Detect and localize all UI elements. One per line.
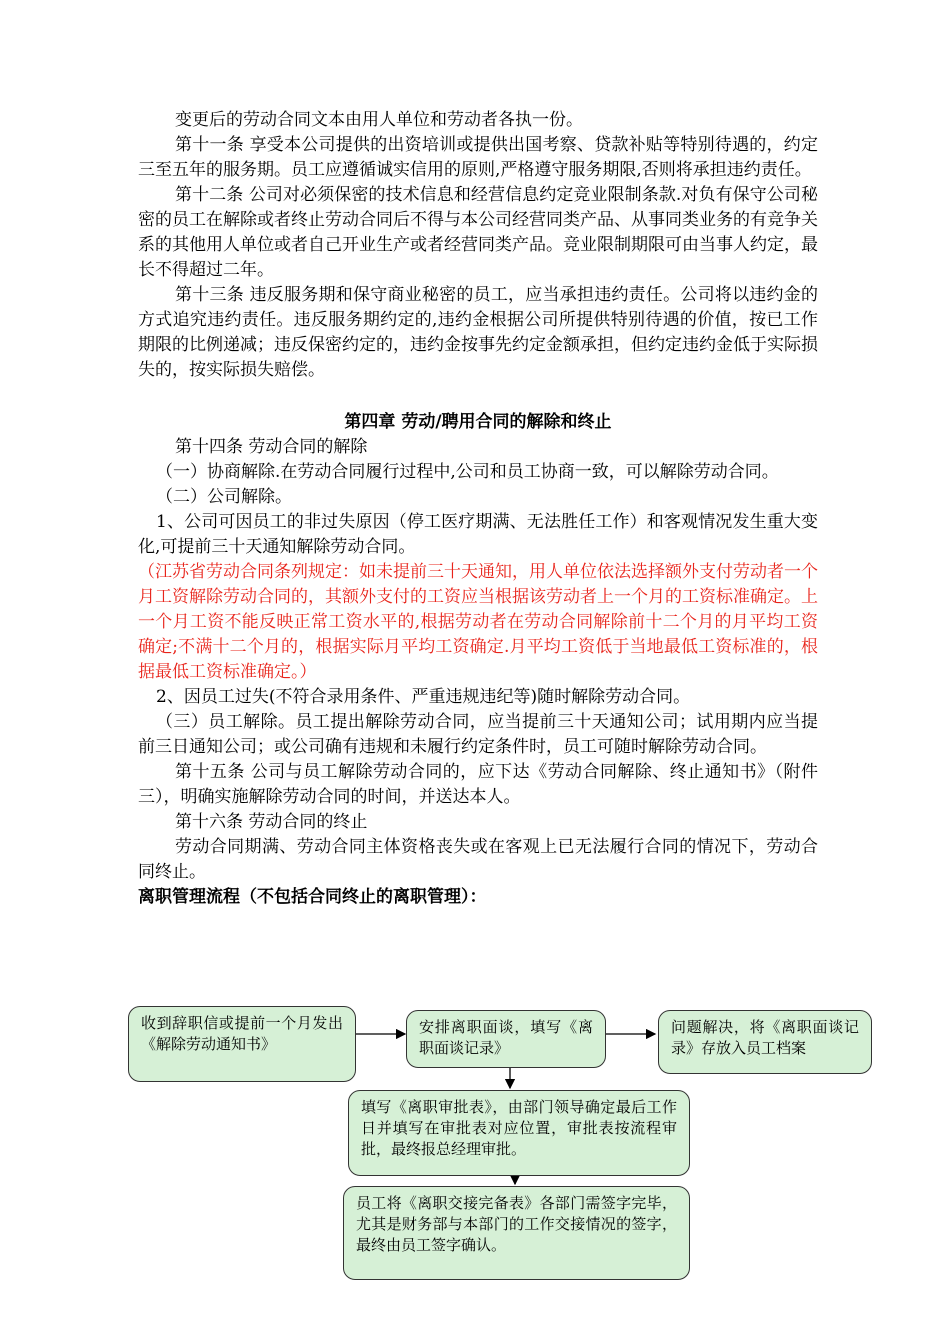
chapter-4-heading: 第四章 劳动/聘用合同的解除和终止 (344, 412, 612, 432)
article-14-clause-2: （二）公司解除。 (156, 487, 292, 507)
article-14-clause-2-item-1: 1、公司可因员工的非过失原因（停工医疗期满、无法胜任工作）和客观情况发生重大变化,可提前三十天通知解除劳动合同。 (138, 512, 818, 557)
document-body (138, 108, 818, 910)
flow-step-resignation-notice: 收到辞职信或提前一个月发出《解除劳动通知书》 (128, 1006, 356, 1082)
article-14-clause-3: （三）员工解除。员工提出解除劳动合同，应当提前三十天通知公司；试用期内应当提前三日通知公司；或公司确有违规和未履行约定条件时，员工可随时解除劳动合同。 (138, 712, 818, 757)
article-15: 第十五条 公司与员工解除劳动合同的，应下达《劳动合同解除、终止通知书》（附件三），明确实施解除劳动合同的时间，并送达本人。 (138, 762, 818, 807)
flow-step-approval-form: 填写《离职审批表》，由部门领导确定最后工作日并填写在审批表对应位置，审批表按流程审批，最终报总经理审批。 (348, 1090, 690, 1176)
article-14: 第十四条 劳动合同的解除 (175, 437, 368, 457)
flow-step-exit-interview: 安排离职面谈，填写《离职面谈记录》 (406, 1010, 606, 1068)
paragraph-contract-copies: 变更后的劳动合同文本由用人单位和劳动者各执一份。 (175, 110, 583, 130)
flowchart-title: 离职管理流程（不包括合同终止的离职管理）： (138, 887, 487, 907)
article-14-clause-1: （一）协商解除.在劳动合同履行过程中,公司和员工协商一致，可以解除劳动合同。 (156, 462, 779, 482)
article-11: 第十一条 享受本公司提供的出资培训或提供出国考察、贷款补贴等特别待遇的，约定三至五年的服务期。员工应遵循诚实信用的原则,严格遵守服务期限,否则将承担违约责任。 (138, 135, 818, 180)
article-16-text: 劳动合同期满、劳动合同主体资格丧失或在客观上已无法履行合同的情况下，劳动合同终止。 (138, 837, 818, 882)
article-12: 第十二条 公司对必须保密的技术信息和经营信息约定竞业限制条款.对负有保守公司秘密的员工在解除或者终止劳动合同后不得与本公司经营同类产品、从事同类业务的有竞争关系的其他用人单位或者自己开业生产或者经营同类产品。竞业限制期限可由当事人约定，最长不得超过二年。 (138, 185, 818, 280)
jiangsu-regulation-note: （江苏省劳动合同条列规定：如未提前三十天通知，用人单位依法选择额外支付劳动者一个月工资解除劳动合同的，其额外支付的工资应当根据该劳动者上一个月的工资标准确定。上一个月工资不能反映正常工资水平的,根据劳动者在劳动合同解除前十二个月的月平均工资确定;不满十二个月的，根据实际月平均工资确定.月平均工资低于当地最低工资标准的，根据最低工资标准确定。） (138, 562, 818, 682)
article-16: 第十六条 劳动合同的终止 (175, 812, 368, 832)
article-13: 第十三条 违反服务期和保守商业秘密的员工，应当承担违约责任。公司将以违约金的方式追究违约责任。违反服务期约定的,违约金根据公司所提供特别待遇的价值，按已工作期限的比例递减；违反保密约定的，违约金按事先约定金额承担，但约定违约金低于实际损失的，按实际损失赔偿。 (138, 285, 818, 380)
flow-step-handover-form: 员工将《离职交接完备表》各部门需签字完毕，尤其是财务部与本部门的工作交接情况的签字，最终由员工签字确认。 (343, 1186, 690, 1280)
flow-step-archive-record: 问题解决，将《离职面谈记录》存放入员工档案 (658, 1010, 872, 1074)
article-14-clause-2-item-2: 2、因员工过失(不符合录用条件、严重违规违纪等)随时解除劳动合同。 (156, 687, 691, 707)
